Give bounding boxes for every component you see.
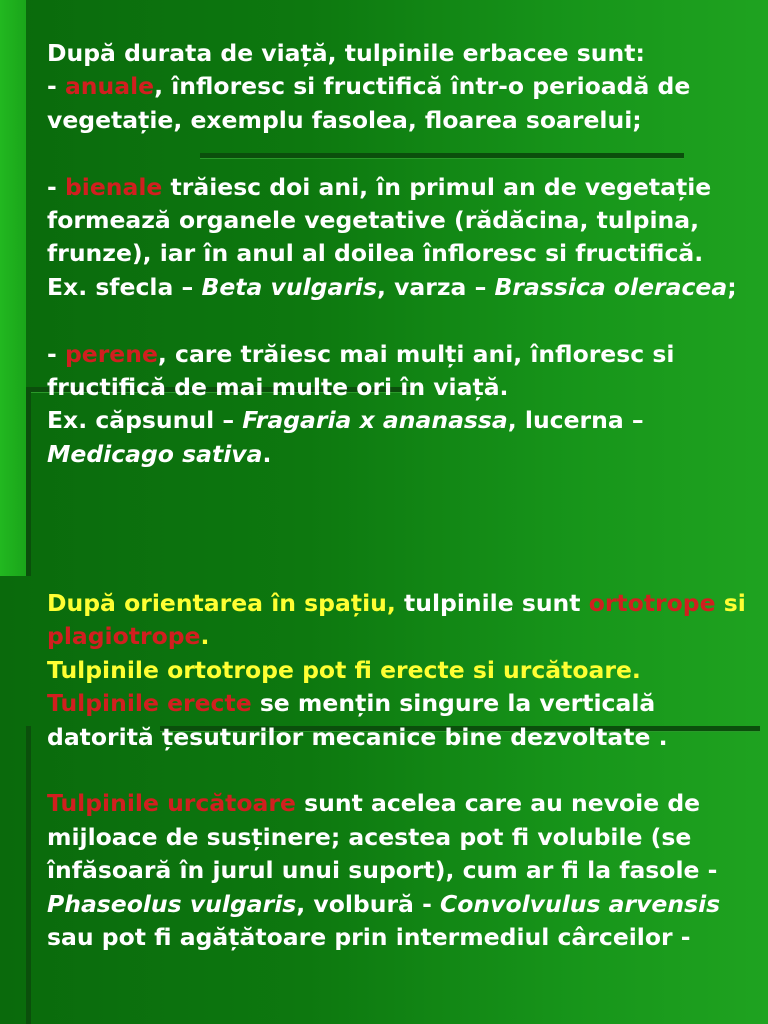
slide-bottom	[0, 576, 768, 1024]
text-space-orientation	[47, 587, 748, 954]
paragraph-perene	[47, 338, 748, 405]
examples-text: .	[262, 439, 272, 468]
examples-text: Ex. căpsunul –	[47, 406, 243, 435]
perene-text: , care trăiesc mai mulți ani, înfloresc si fructifică de mai multe ori în viață.	[47, 339, 675, 402]
species-name: Fragaria x ananassa	[242, 406, 508, 435]
paragraph-anuale	[47, 70, 748, 137]
term-plagiotrope: plagiotrope	[47, 622, 201, 651]
species-name: Beta vulgaris	[201, 272, 377, 301]
bienale-text: trăiesc doi ani, în primul an de vegetație formează organele vegetative (rădăcina, tulpina, frunze), iar în anul al doilea înfloresc si fructifică. Ex. sfecla –	[47, 172, 712, 301]
paragraph-erecte	[47, 687, 748, 754]
divider-line	[26, 726, 31, 1024]
paragraph-orientation	[47, 587, 748, 654]
orientation-label: După orientarea în spațiu,	[47, 589, 396, 617]
examples-text: , lucerna –	[507, 406, 644, 435]
erecte-label: Tulpinile erecte	[47, 689, 252, 718]
paragraph-urcatoare	[47, 787, 748, 954]
text-life-duration	[47, 37, 748, 471]
bullet-dash: -	[47, 172, 65, 201]
species-name: Phaseolus vulgaris	[47, 889, 297, 918]
anuale-text: , înfloresc si fructifică într-o perioadă de vegetație, exemplu fasolea, floarea soarelui;	[47, 72, 691, 134]
bullet-dash: -	[47, 339, 65, 368]
paragraph-ortotrope	[47, 654, 748, 687]
ortotrope-label: Tulpinile ortotrope	[47, 655, 294, 684]
paragraph-examples	[47, 404, 748, 471]
paragraph-intro	[47, 37, 748, 70]
urcatoare-text: sunt acelea care au nevoie de mijloace de susținere; acestea pot fi volubile (se înfăsoară în jurul unui suport), cum ar fi la fasole -	[47, 789, 718, 885]
erecte-text: se mențin singure la verticală datorită țesuturilor mecanice bine dezvoltate .	[47, 689, 668, 751]
period: .	[200, 622, 210, 651]
species-name: Brassica oleracea	[494, 272, 728, 301]
species-name: Convolvulus arvensis	[440, 889, 721, 918]
bienale-text: ;	[727, 272, 737, 301]
bullet-dash: -	[47, 72, 65, 101]
divider-line	[26, 387, 31, 576]
species-name: Medicago sativa	[47, 439, 263, 468]
term-ortotrope: ortotrope	[588, 589, 716, 617]
urcatoare-label: Tulpinile urcătoare	[47, 789, 296, 818]
conjunction: si	[715, 589, 746, 617]
urcatoare-text: sau pot fi agățătoare prin intermediul cârceilor -	[47, 923, 691, 952]
paragraph-bienale	[47, 171, 748, 305]
urcatoare-text: , volbură -	[296, 889, 441, 918]
term-perene: perene	[64, 339, 158, 368]
orientation-text: tulpinile sunt	[395, 589, 589, 617]
left-stripe	[0, 0, 26, 576]
ortotrope-text: pot fi erecte si urcătoare.	[293, 655, 641, 684]
term-bienale: bienale	[64, 172, 163, 201]
intro-text: După durata de viață, tulpinile erbacee sunt:	[47, 39, 645, 67]
term-anuale: anuale	[64, 72, 155, 101]
bienale-text: , varza –	[376, 272, 495, 301]
